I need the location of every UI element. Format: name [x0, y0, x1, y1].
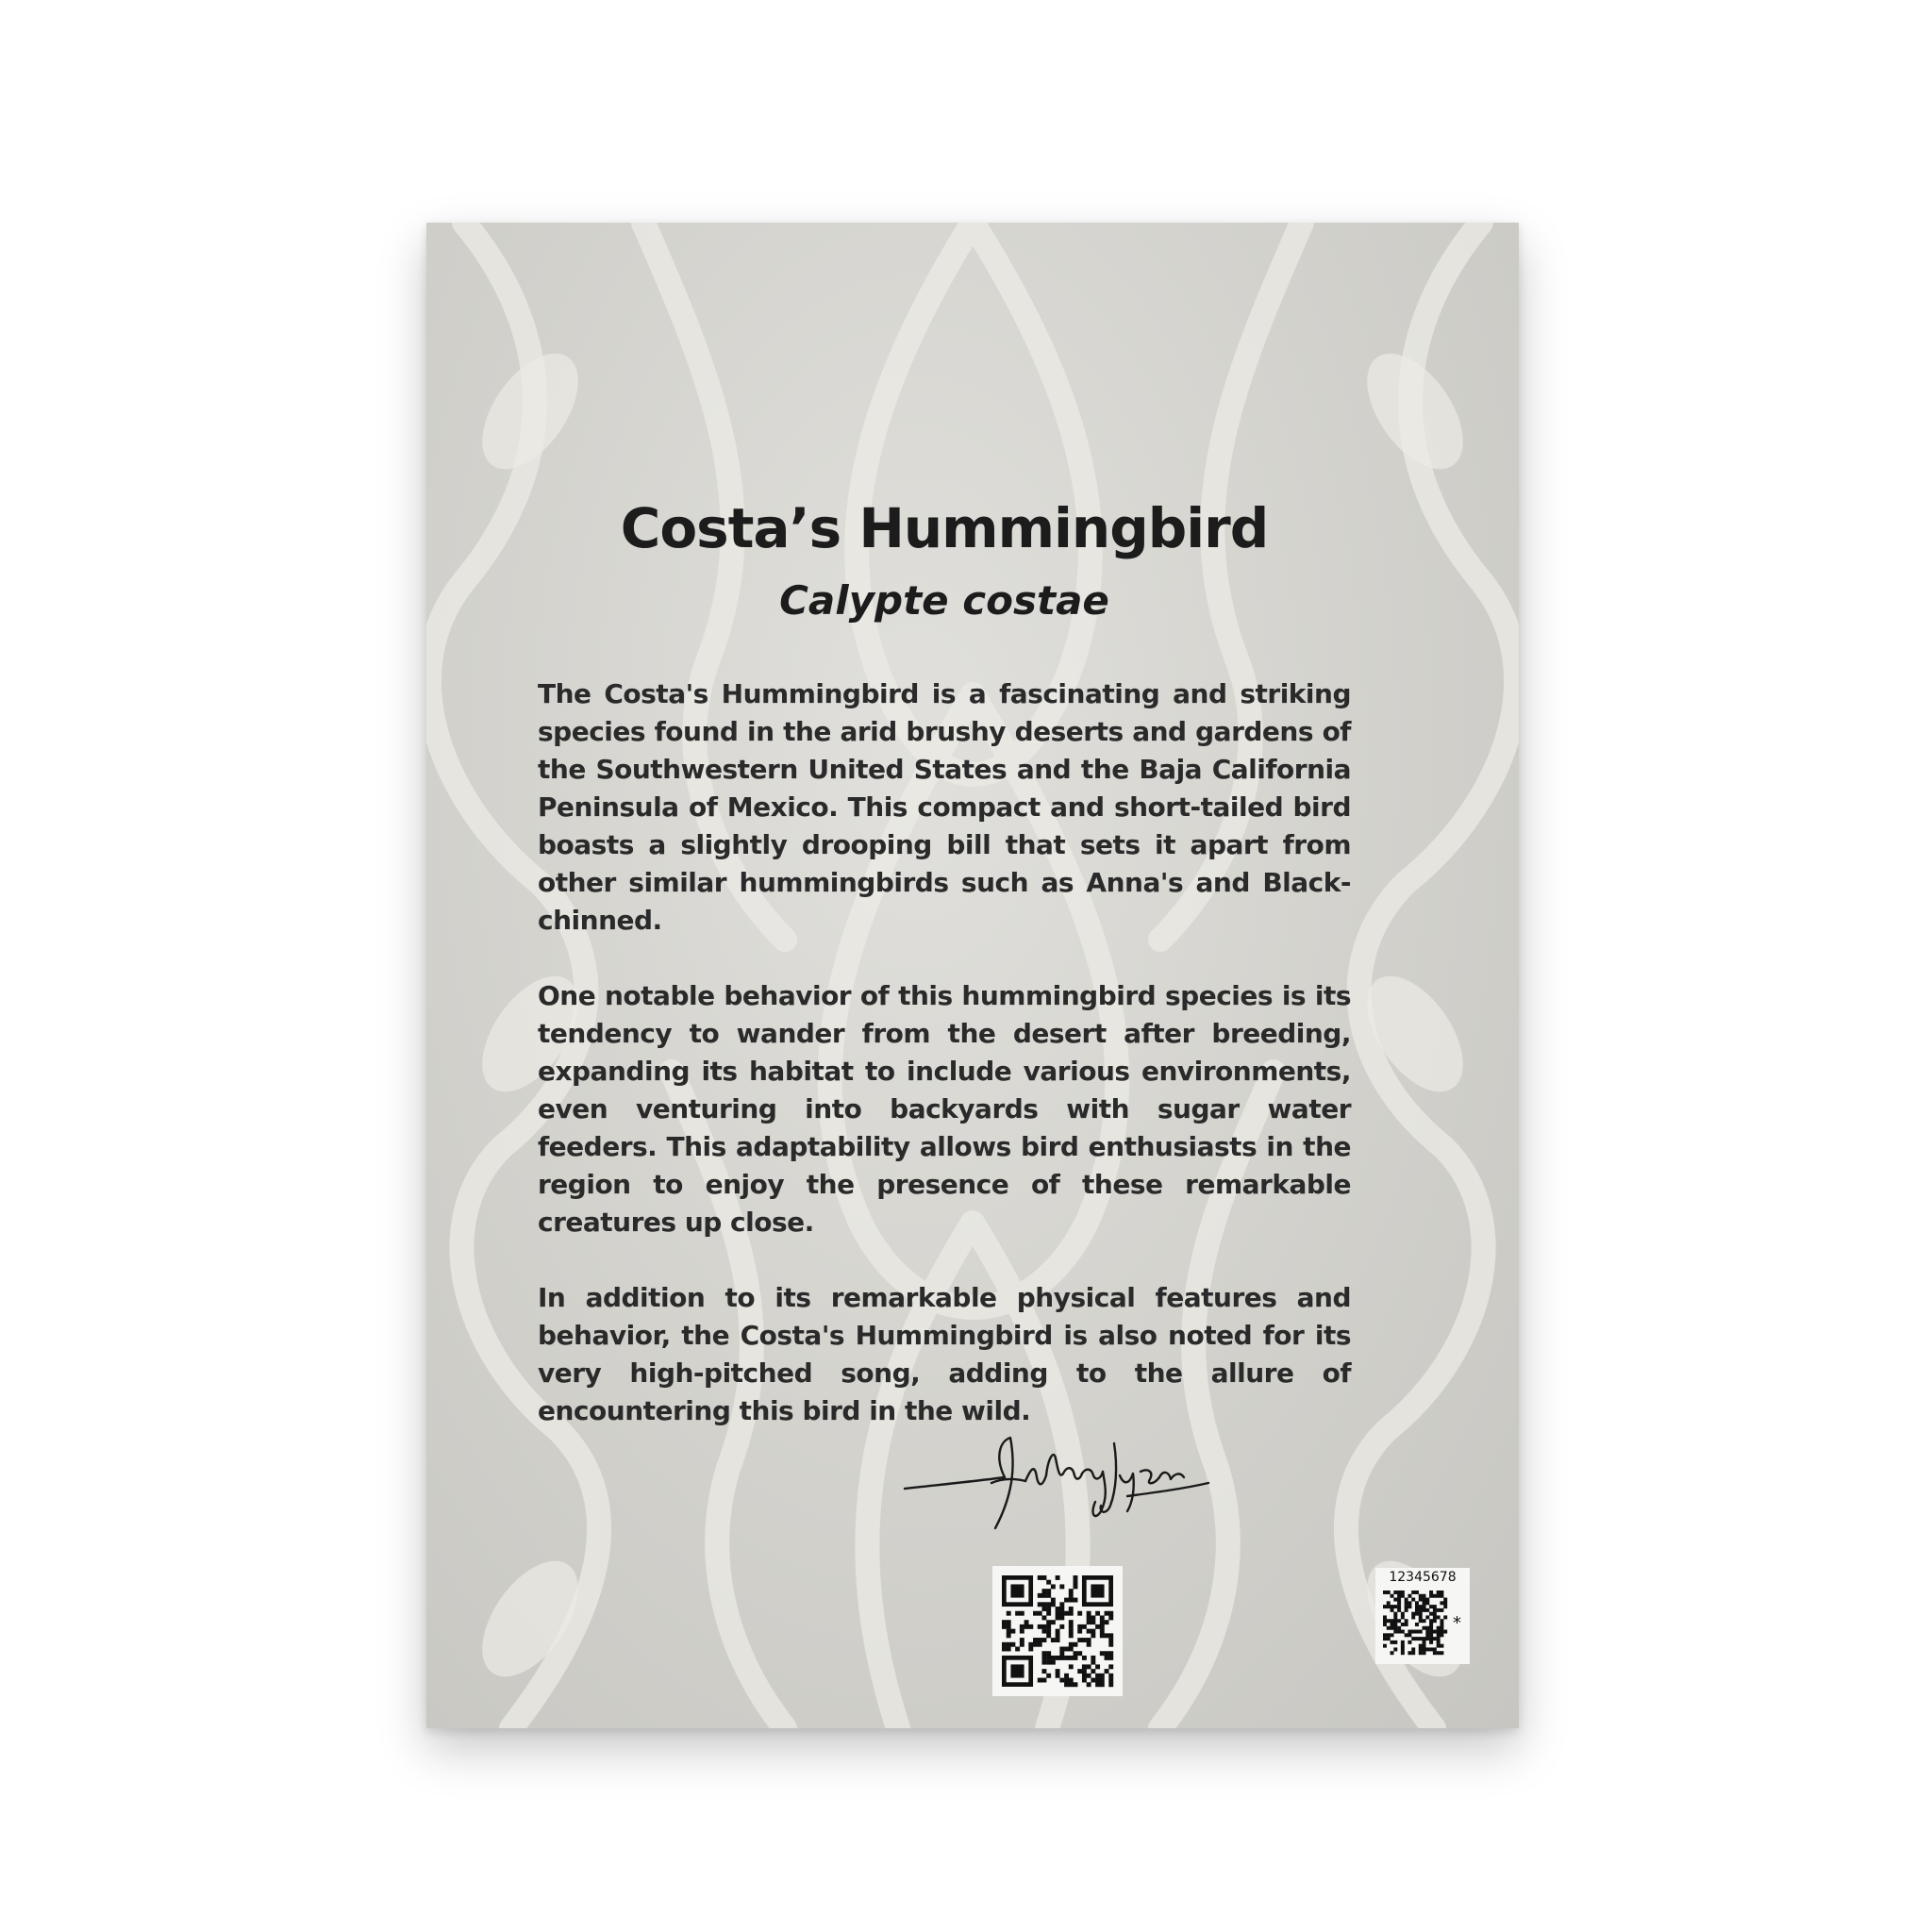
qr-code-icon — [992, 1566, 1123, 1696]
signature-mark — [901, 1430, 1212, 1534]
description-paragraph: In addition to its remarkable physical features and behavior, the Costa's Hummingbird is also noted for its very high-pitched song, adding to the allure of encountering this bird in the wild. — [538, 1282, 1351, 1426]
book-title: Costa’s Hummingbird — [620, 496, 1269, 560]
description-paragraph: One notable behavior of this hummingbird species is its tendency to wander from the desert after breeding, expanding its habitat to include various environments, even venturing into backyards with sugar water feeders. This adaptability allows bird enthusiasts in the region to enjoy the presence of these remarkable creatures up close. — [538, 980, 1351, 1238]
description-paragraph: The Costa's Hummingbird is a fascinating and striking species found in the arid brushy deserts and gardens of the Southwestern United States and the Baja California Peninsula of Mexico. This compact and short-tailed bird boasts a slightly drooping bill that sets it apart from other similar hummingbirds such as Anna's and Black-chinned. — [538, 678, 1351, 936]
barcode-asterisk: * — [1453, 1613, 1461, 1633]
qr-code — [992, 1566, 1123, 1696]
scientific-name: Calypte costae — [779, 577, 1109, 624]
book-back-cover — [426, 223, 1519, 1728]
barcode-icon — [1381, 1589, 1449, 1657]
barcode-number: 12345678 — [1389, 1570, 1457, 1585]
description — [538, 675, 1351, 1468]
cover-content — [538, 223, 1461, 1728]
barcode-label — [1375, 1568, 1470, 1664]
